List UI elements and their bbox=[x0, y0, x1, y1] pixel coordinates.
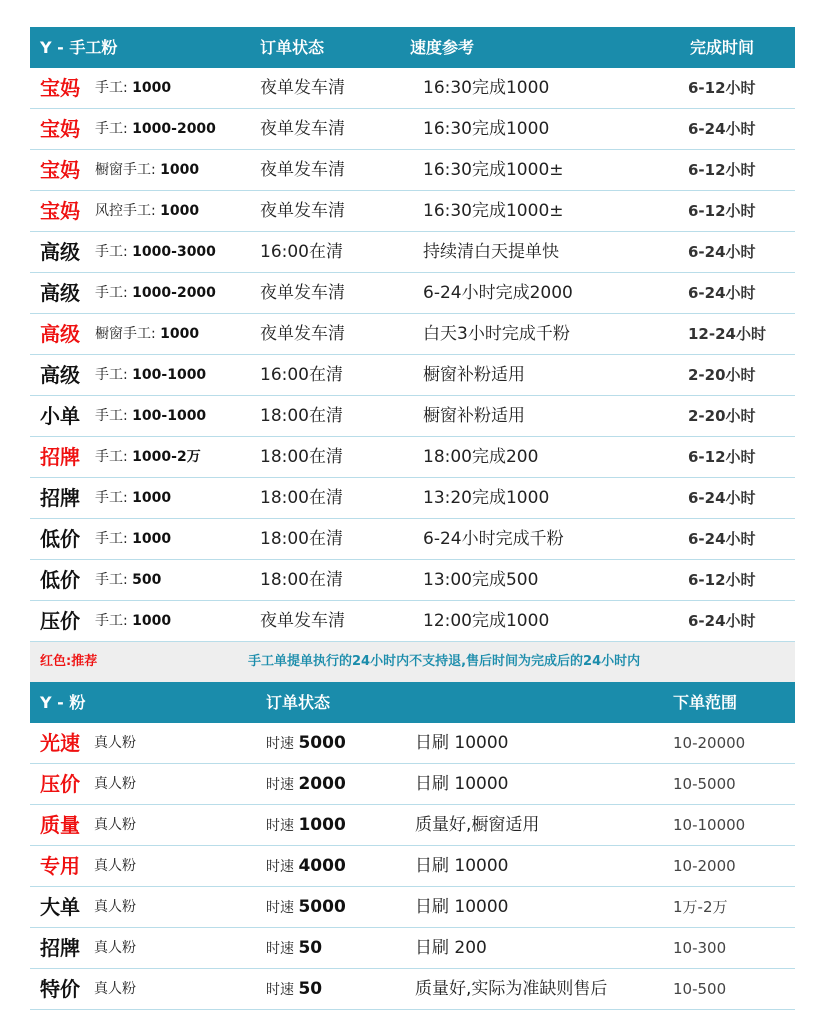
row-range: 1000 bbox=[160, 162, 200, 178]
row-rate-value: 5000 bbox=[298, 733, 346, 753]
header-order-range: 下单范围 bbox=[673, 693, 738, 712]
row-time: 2-20小时 bbox=[688, 407, 756, 425]
table-row bbox=[30, 314, 795, 355]
row-rate-value: 1000 bbox=[298, 815, 346, 835]
row-detail bbox=[95, 437, 201, 477]
row-detail bbox=[95, 519, 171, 559]
table-row bbox=[30, 355, 795, 396]
row-speed: 16:30完成1000± bbox=[423, 201, 564, 221]
row-time: 6-12小时 bbox=[688, 571, 756, 589]
row-speed: 白天3小时完成千粉 bbox=[423, 324, 570, 344]
row-detail bbox=[95, 314, 199, 354]
row-rate bbox=[266, 887, 346, 928]
row-speed: 持续清白天提单快 bbox=[423, 242, 559, 262]
row-range: 1000-2万 bbox=[132, 449, 201, 465]
row-category: 小单 bbox=[40, 404, 80, 428]
row-status: 夜单发车清 bbox=[260, 611, 345, 631]
row-order-range: 10-20000 bbox=[673, 734, 746, 752]
row-rate-value: 50 bbox=[298, 938, 323, 958]
row-detail bbox=[95, 109, 216, 149]
row-label: 手工: bbox=[95, 80, 128, 96]
row-label: 真人粉 bbox=[94, 940, 136, 956]
row-detail bbox=[95, 396, 206, 436]
table2-body bbox=[30, 723, 795, 1010]
row-detail bbox=[95, 601, 171, 641]
row-rate-value: 2000 bbox=[298, 774, 346, 794]
row-category: 光速 bbox=[40, 731, 80, 755]
row-status: 18:00在清 bbox=[260, 570, 343, 590]
row-rate-prefix: 时速 bbox=[266, 777, 294, 793]
row-status: 16:00在清 bbox=[260, 365, 343, 385]
row-status: 16:00在清 bbox=[260, 242, 343, 262]
note-after-sales: 手工单提单执行的24小时内不支持退,售后时间为完成后的24小时内 bbox=[248, 654, 641, 669]
row-range: 1000 bbox=[132, 80, 172, 96]
row-category: 压价 bbox=[40, 609, 80, 633]
row-status: 18:00在清 bbox=[260, 488, 343, 508]
row-order-range: 1万-2万 bbox=[673, 898, 728, 916]
row-range: 100-1000 bbox=[132, 367, 207, 383]
row-category: 招牌 bbox=[40, 486, 80, 510]
table-row bbox=[30, 969, 795, 1010]
table-row bbox=[30, 723, 795, 764]
row-detail bbox=[95, 273, 216, 313]
row-speed: 18:00完成200 bbox=[423, 447, 539, 467]
row-range: 1000-3000 bbox=[132, 244, 216, 260]
row-description: 日刷 10000 bbox=[415, 774, 509, 794]
row-status: 夜单发车清 bbox=[260, 119, 345, 139]
row-category: 压价 bbox=[40, 772, 80, 796]
table-row bbox=[30, 68, 795, 109]
row-detail bbox=[95, 355, 206, 395]
row-time: 6-12小时 bbox=[688, 79, 756, 97]
row-label: 真人粉 bbox=[94, 817, 136, 833]
row-rate bbox=[266, 846, 346, 887]
row-rate bbox=[266, 723, 346, 764]
table-row bbox=[30, 109, 795, 150]
row-status: 夜单发车清 bbox=[260, 324, 345, 344]
row-detail bbox=[95, 560, 161, 600]
row-time: 6-24小时 bbox=[688, 612, 756, 630]
row-order-range: 10-5000 bbox=[673, 775, 736, 793]
row-label: 手工: bbox=[95, 449, 128, 465]
row-range: 1000 bbox=[160, 326, 200, 342]
header-finish-time: 完成时间 bbox=[690, 38, 755, 57]
row-category: 宝妈 bbox=[40, 76, 80, 100]
row-speed: 16:30完成1000 bbox=[423, 119, 550, 139]
row-speed: 12:00完成1000 bbox=[423, 611, 550, 631]
row-time: 6-24小时 bbox=[688, 243, 756, 261]
table-row bbox=[30, 764, 795, 805]
row-range: 1000 bbox=[132, 613, 172, 629]
row-description: 日刷 10000 bbox=[415, 897, 509, 917]
row-label: 手工: bbox=[95, 367, 128, 383]
row-category: 招牌 bbox=[40, 936, 80, 960]
row-time: 6-12小时 bbox=[688, 161, 756, 179]
row-label: 手工: bbox=[95, 613, 128, 629]
header-speed: 速度参考 bbox=[410, 38, 475, 57]
table1-body bbox=[30, 68, 795, 642]
row-detail bbox=[95, 150, 199, 190]
row-description: 质量好,橱窗适用 bbox=[415, 815, 540, 835]
table-row bbox=[30, 273, 795, 314]
row-range: 500 bbox=[132, 572, 162, 588]
table-row bbox=[30, 150, 795, 191]
row-rate bbox=[266, 928, 322, 969]
row-rate-prefix: 时速 bbox=[266, 736, 294, 752]
row-rate-prefix: 时速 bbox=[266, 941, 294, 957]
row-label: 真人粉 bbox=[94, 735, 136, 751]
row-label: 手工: bbox=[95, 408, 128, 424]
row-category: 招牌 bbox=[40, 445, 80, 469]
row-category: 大单 bbox=[40, 895, 80, 919]
row-time: 6-12小时 bbox=[688, 202, 756, 220]
row-order-range: 10-10000 bbox=[673, 816, 746, 834]
row-speed: 13:00完成500 bbox=[423, 570, 539, 590]
table1-header bbox=[30, 27, 795, 68]
table-row bbox=[30, 560, 795, 601]
row-rate-prefix: 时速 bbox=[266, 818, 294, 834]
row-status: 夜单发车清 bbox=[260, 201, 345, 221]
table-row bbox=[30, 437, 795, 478]
row-description: 日刷 200 bbox=[415, 938, 487, 958]
table-row bbox=[30, 805, 795, 846]
row-description: 日刷 10000 bbox=[415, 733, 509, 753]
row-label: 真人粉 bbox=[94, 981, 136, 997]
header-order-status: 订单状态 bbox=[266, 693, 331, 712]
note-recommend: 红色:推荐 bbox=[40, 654, 98, 669]
row-detail bbox=[95, 191, 199, 231]
row-category: 低价 bbox=[40, 527, 80, 551]
table-row bbox=[30, 887, 795, 928]
row-status: 夜单发车清 bbox=[260, 78, 345, 98]
table-row bbox=[30, 846, 795, 887]
row-description: 质量好,实际为准缺则售后 bbox=[415, 979, 608, 999]
row-category: 低价 bbox=[40, 568, 80, 592]
row-time: 2-20小时 bbox=[688, 366, 756, 384]
row-status: 18:00在清 bbox=[260, 447, 343, 467]
row-label: 橱窗手工: bbox=[95, 162, 156, 178]
row-label: 真人粉 bbox=[94, 899, 136, 915]
price-sheet bbox=[30, 27, 795, 1010]
row-detail bbox=[95, 232, 216, 272]
row-category: 宝妈 bbox=[40, 158, 80, 182]
row-label: 真人粉 bbox=[94, 858, 136, 874]
row-category: 特价 bbox=[40, 977, 80, 1001]
row-rate-prefix: 时速 bbox=[266, 900, 294, 916]
row-range: 1000 bbox=[132, 531, 172, 547]
note-bar bbox=[30, 642, 795, 682]
row-rate bbox=[266, 764, 346, 805]
row-range: 1000 bbox=[160, 203, 200, 219]
row-speed: 13:20完成1000 bbox=[423, 488, 550, 508]
header-order-status: 订单状态 bbox=[260, 38, 325, 57]
row-category: 高级 bbox=[40, 240, 80, 264]
row-category: 高级 bbox=[40, 363, 80, 387]
row-time: 6-24小时 bbox=[688, 120, 756, 138]
row-status: 18:00在清 bbox=[260, 529, 343, 549]
row-category: 宝妈 bbox=[40, 199, 80, 223]
row-rate-prefix: 时速 bbox=[266, 859, 294, 875]
row-order-range: 10-500 bbox=[673, 980, 727, 998]
row-status: 夜单发车清 bbox=[260, 160, 345, 180]
row-speed: 橱窗补粉适用 bbox=[423, 406, 525, 426]
row-rate bbox=[266, 805, 346, 846]
row-rate-value: 4000 bbox=[298, 856, 346, 876]
row-category: 高级 bbox=[40, 281, 80, 305]
row-detail bbox=[95, 478, 171, 518]
row-category: 高级 bbox=[40, 322, 80, 346]
row-range: 1000-2000 bbox=[132, 121, 216, 137]
table-row bbox=[30, 601, 795, 642]
row-label: 手工: bbox=[95, 531, 128, 547]
row-order-range: 10-2000 bbox=[673, 857, 736, 875]
row-category: 宝妈 bbox=[40, 117, 80, 141]
table-row bbox=[30, 928, 795, 969]
row-status: 夜单发车清 bbox=[260, 283, 345, 303]
row-time: 6-24小时 bbox=[688, 489, 756, 507]
table-row bbox=[30, 478, 795, 519]
row-label: 橱窗手工: bbox=[95, 326, 156, 342]
row-label: 手工: bbox=[95, 244, 128, 260]
row-speed: 6-24小时完成2000 bbox=[423, 283, 573, 303]
row-speed: 16:30完成1000± bbox=[423, 160, 564, 180]
table-row bbox=[30, 191, 795, 232]
row-label: 手工: bbox=[95, 121, 128, 137]
row-label: 手工: bbox=[95, 572, 128, 588]
row-category: 专用 bbox=[40, 854, 80, 878]
row-speed: 6-24小时完成千粉 bbox=[423, 529, 564, 549]
row-speed: 橱窗补粉适用 bbox=[423, 365, 525, 385]
row-label: 风控手工: bbox=[95, 203, 156, 219]
table-row bbox=[30, 519, 795, 560]
row-rate bbox=[266, 969, 322, 1010]
row-time: 6-12小时 bbox=[688, 448, 756, 466]
row-rate-prefix: 时速 bbox=[266, 982, 294, 998]
table-row bbox=[30, 396, 795, 437]
row-time: 6-24小时 bbox=[688, 284, 756, 302]
row-category: 质量 bbox=[40, 813, 80, 837]
row-rate-value: 5000 bbox=[298, 897, 346, 917]
row-label: 真人粉 bbox=[94, 776, 136, 792]
row-range: 1000 bbox=[132, 490, 172, 506]
row-speed: 16:30完成1000 bbox=[423, 78, 550, 98]
table-row bbox=[30, 232, 795, 273]
row-label: 手工: bbox=[95, 490, 128, 506]
row-label: 手工: bbox=[95, 285, 128, 301]
row-status: 18:00在清 bbox=[260, 406, 343, 426]
table2-header bbox=[30, 682, 795, 723]
row-range: 1000-2000 bbox=[132, 285, 216, 301]
row-range: 100-1000 bbox=[132, 408, 207, 424]
row-detail bbox=[95, 68, 171, 108]
row-time: 12-24小时 bbox=[688, 325, 766, 343]
row-time: 6-24小时 bbox=[688, 530, 756, 548]
row-order-range: 10-300 bbox=[673, 939, 727, 957]
header-category: Y - 粉 bbox=[40, 693, 86, 712]
row-rate-value: 50 bbox=[298, 979, 323, 999]
header-category: Y - 手工粉 bbox=[40, 38, 118, 57]
row-description: 日刷 10000 bbox=[415, 856, 509, 876]
